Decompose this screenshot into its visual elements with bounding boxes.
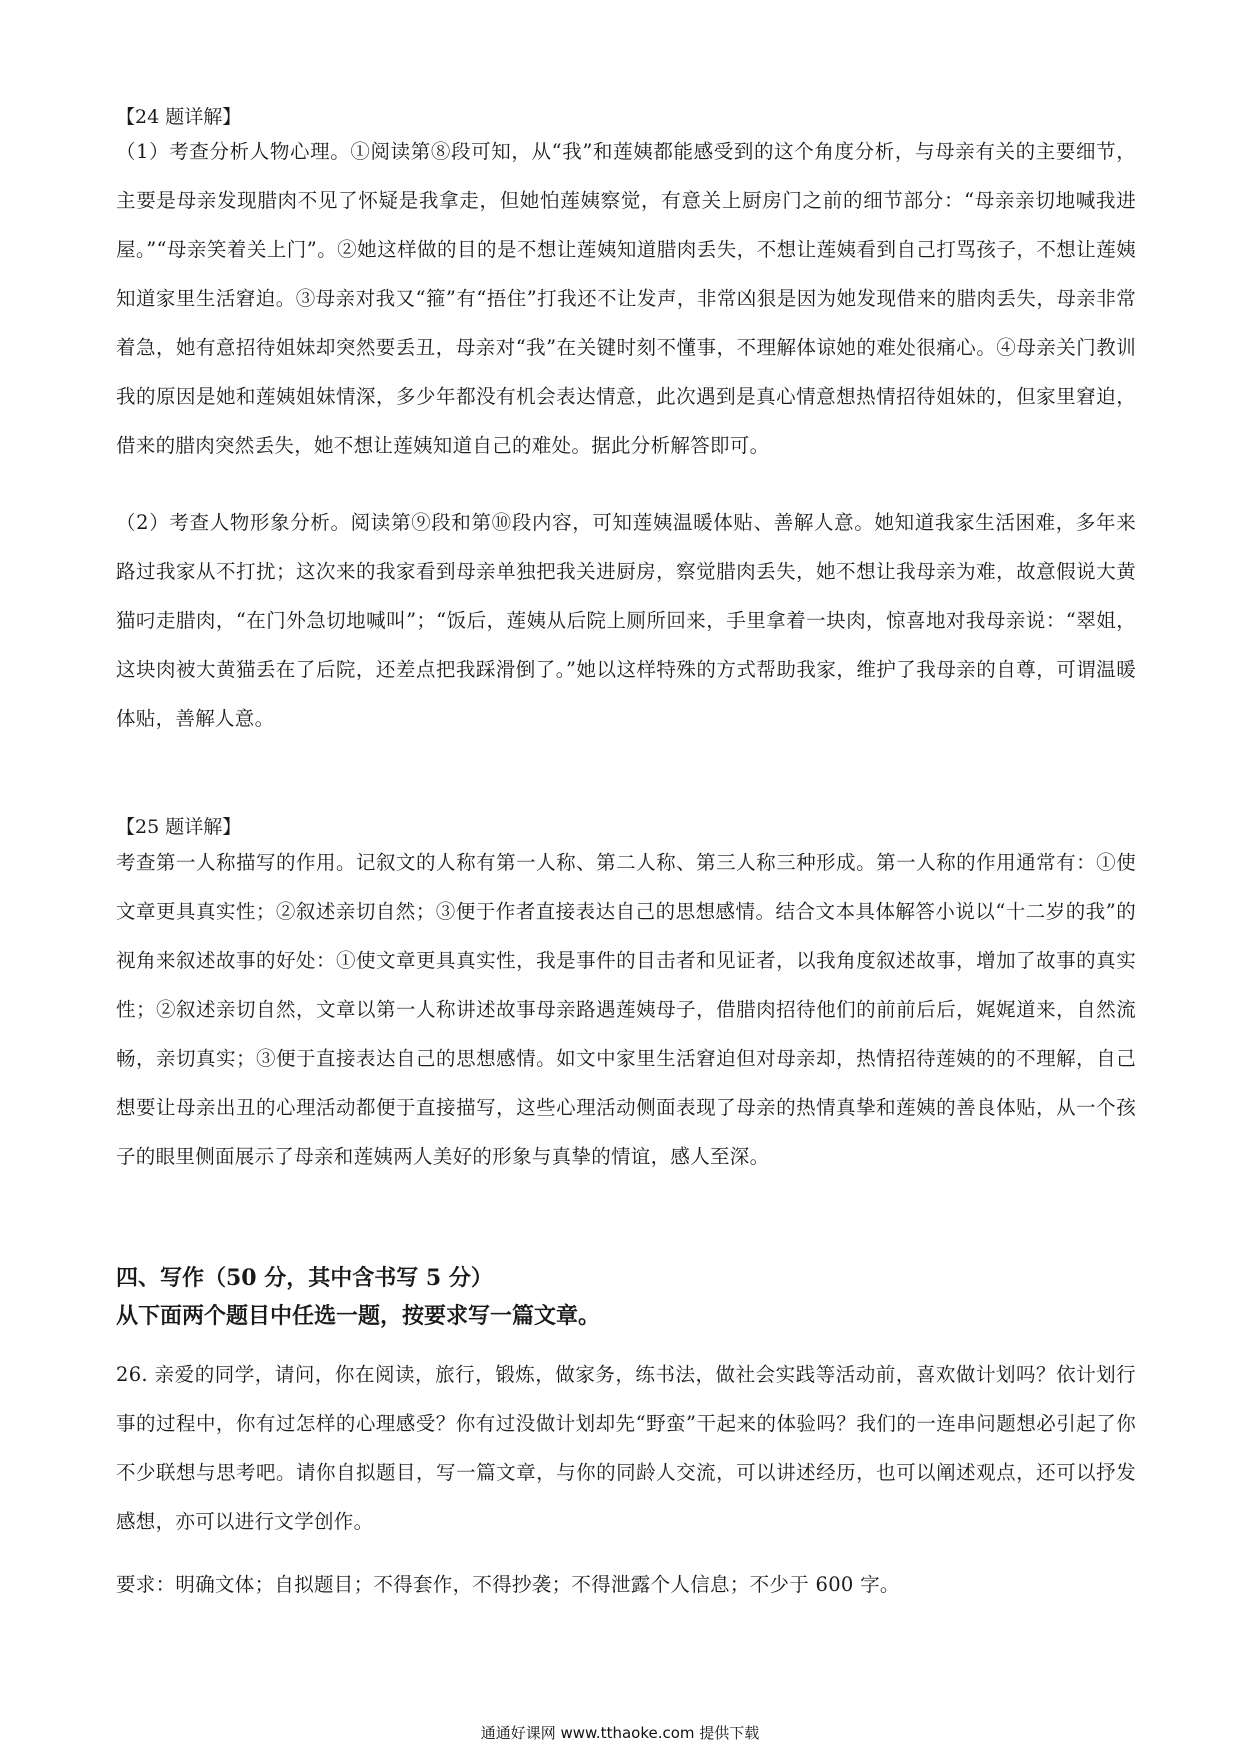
writing-requirements: 要求：明确文体；自拟题目；不得套作，不得抄袭；不得泄露个人信息；不少于 600 字。 xyxy=(116,1573,900,1596)
q25-heading: 【25 题详解】 xyxy=(116,816,242,838)
question-26-prompt: 26. 亲爱的同学，请问，你在阅读，旅行，锻炼，做家务，练书法，做社会实践等活动前，喜欢做计划吗？依计划行事的过程中，你有过怎样的心理感受？你有过没做计划却先“野蛮”干起来的体验吗？我们的一连串问题想必引起了你不少联想与思考吧。请你自拟题目，写一篇文章，与你的同龄人交流，可以讲述经历，也可以阐述观点，还可以抒发感想，亦可以进行文学创作。 xyxy=(116,1363,1136,1533)
q24-heading: 【24 题详解】 xyxy=(116,106,242,128)
writing-instruction: 从下面两个题目中任选一题，按要求写一篇文章。 xyxy=(116,1303,601,1329)
q25-paragraph: 考查第一人称描写的作用。记叙文的人称有第一人称、第二人称、第三人称三种形成。第一人称的作用通常有：①使文章更具真实性；②叙述亲切自然；③便于作者直接表达自己的思想感情。结合文本具体解答小说以“十二岁的我”的视角来叙述故事的好处：①使文章更具真实性，我是事件的目击者和见证者，以我角度叙述故事，增加了故事的真实性；②叙述亲切自然，文章以第一人称讲述故事母亲路遇莲姨母子，借腊肉招待他们的前前后后，娓娓道来，自然流畅，亲切真实；③便于直接表达自己的思想感情。如文中家里生活窘迫但对母亲却，热情招待莲姨的的不理解，自己想要让母亲出丑的心理活动都便于直接描写，这些心理活动侧面表现了母亲的热情真挚和莲姨的善良体贴，从一个孩子的眼里侧面展示了母亲和莲姨两人美好的形象与真挚的情谊，感人至深。 xyxy=(116,851,1136,1168)
writing-section-title: 四、写作（50 分，其中含书写 5 分） xyxy=(116,1265,493,1291)
q24-paragraph-1: （1）考查分析人物心理。①阅读第⑧段可知，从“我”和莲姨都能感受到的这个角度分析，与母亲有关的主要细节，主要是母亲发现腊肉不见了怀疑是我拿走，但她怕莲姨察觉，有意关上厨房门之前的细节部分：“母亲亲切地喊我进屋。”“母亲笑着关上门”。②她这样做的目的是不想让莲姨知道腊肉丢失，不想让莲姨看到自己打骂孩子，不想让莲姨知道家里生活窘迫。③母亲对我又“箍”有“捂住”打我还不让发声，非常凶狠是因为她发现借来的腊肉丢失，母亲非常着急，她有意招待姐妹却突然要丢丑，母亲对“我”在关键时刻不懂事，不理解体谅她的难处很痛心。④母亲关门教训我的原因是她和莲姨姐妹情深，多少年都没有机会表达情意，此次遇到是真心情意想热情招待姐妹的，但家里窘迫，借来的腊肉突然丢失，她不想让莲姨知道自己的难处。据此分析解答即可。 xyxy=(116,140,1136,457)
q24-paragraph-2: （2）考查人物形象分析。阅读第⑨段和第⑩段内容，可知莲姨温暖体贴、善解人意。她知道我家生活困难，多年来路过我家从不打扰；这次来的我家看到母亲单独把我关进厨房，察觉腊肉丢失，她不想让我母亲为难，故意假说大黄猫叼走腊肉，“在门外急切地喊叫”；“饭后，莲姨从后院上厕所回来，手里拿着一块肉，惊喜地对我母亲说：“翠姐，这块肉被大黄猫丢在了后院，还差点把我踩滑倒了。”她以这样特殊的方式帮助我家，维护了我母亲的自尊，可谓温暖体贴，善解人意。 xyxy=(116,511,1136,730)
footer-source: 通通好课网 www.tthaoke.com 提供下载 xyxy=(480,1724,760,1742)
